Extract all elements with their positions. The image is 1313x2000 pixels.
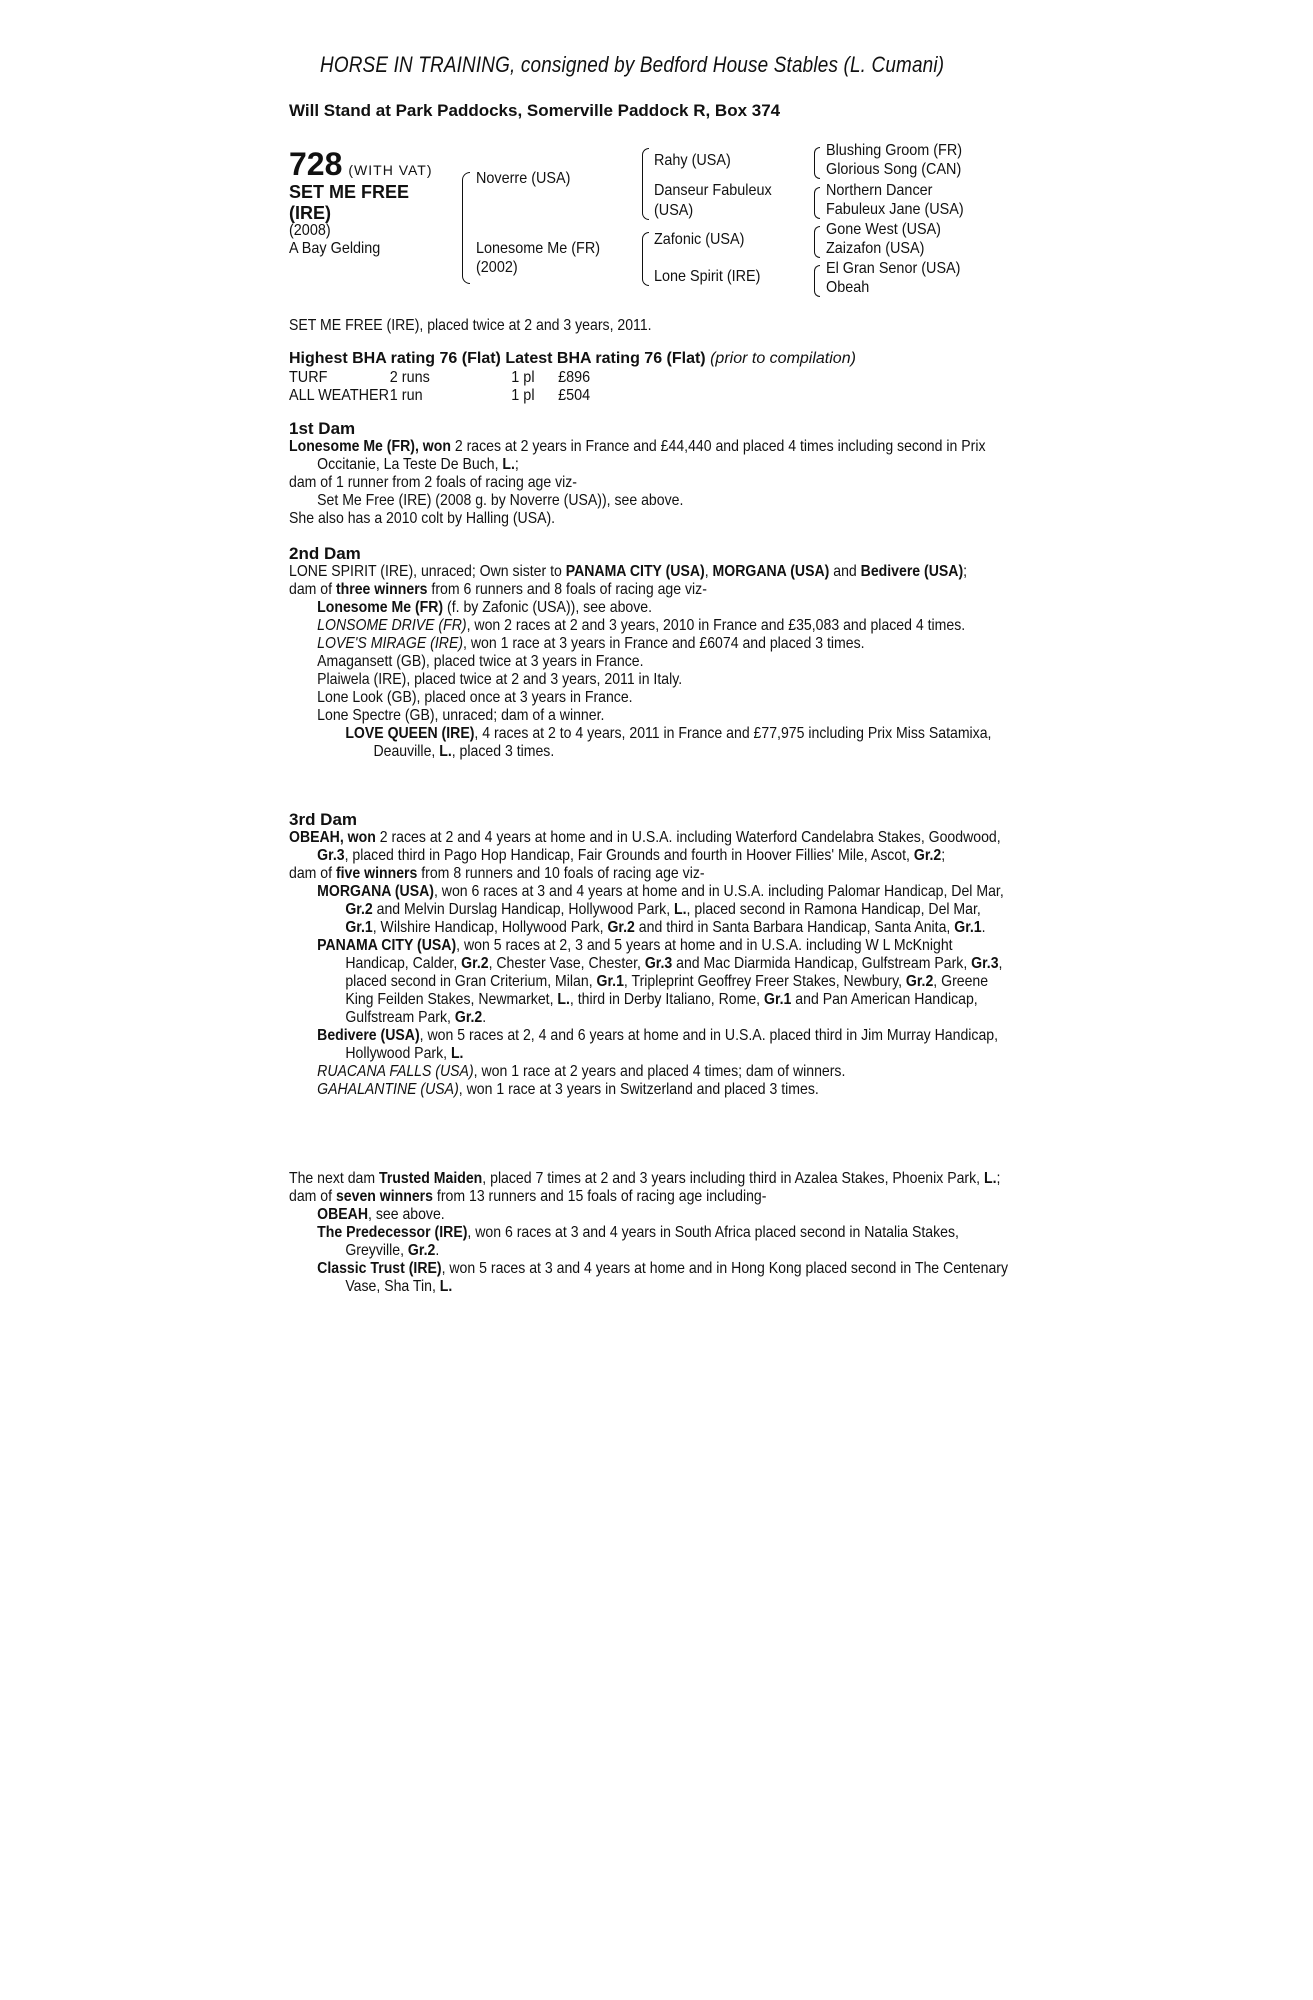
list-item: Lonesome Me (FR) (f. by Zafonic (USA)), see above. (317, 599, 653, 616)
prize-cell: £504 (558, 387, 591, 404)
prize-cell: £896 (558, 369, 591, 386)
table-row (289, 369, 590, 387)
pedigree-dam-name: Lonesome Me (FR) (476, 240, 601, 257)
pedigree-brace-main (462, 172, 470, 284)
pedigree-brace-g4 (814, 265, 820, 297)
list-item: LOVE'S MIRAGE (IRE), won 1 race at 3 years in France and £6074 and placed 3 times. (317, 635, 865, 652)
runs-cell: 2 runs (389, 369, 430, 386)
list-item: Classic Trust (IRE), won 5 races at 3 and 4 years at home and in Hong Kong placed second in The Centenary Vase, Sha Tin, L. (317, 1260, 1009, 1295)
next-dam-section (289, 1170, 1009, 1296)
list-item: MORGANA (USA), won 6 races at 3 and 4 years at home and in U.S.A. including Palomar Handicap, Del Mar, Gr.2 and Melvin Durslag Handicap, Hollywood Park, L., placed second in Ramona Handicap, Del Mar, Gr.1, Wilshire Handicap, Hollywood Park, Gr.2 and third in Santa Barbara Handicap, Santa Anita, Gr.1. (317, 883, 1004, 936)
list-item: LONSOME DRIVE (FR), won 2 races at 2 and 3 years, 2010 in France and £35,083 and placed 4 times. (317, 617, 966, 634)
rating-line (289, 350, 1089, 368)
pedigree-brace-g3 (814, 226, 820, 258)
lot-number: 728 (289, 146, 343, 182)
rating-bold: Highest BHA rating 76 (Flat) Latest BHA rating 76 (Flat) (289, 350, 706, 367)
third-dam-dam-of: dam of five winners from 8 runners and 10 foals of racing age viz- (289, 865, 705, 882)
horse-details (289, 222, 424, 258)
surface-cell: ALL WEATHER (289, 387, 390, 404)
pedigree-brace-sire (642, 148, 649, 220)
third-dam-intro: OBEAH, won 2 races at 2 and 4 years at home and in U.S.A. including Waterford Candelabra Stakes, Goodwood, Gr.3, placed third in Pago Hop Handicap, Fair Grounds and fourth in Hoover Fillies' Mile, Ascot, Gr.2; (289, 829, 1001, 864)
second-dam-intro: LONE SPIRIT (IRE), unraced; Own sister to PANAMA CITY (USA), MORGANA (USA) and Bedivere (USA); (289, 563, 968, 580)
pedigree-g6: Zaizafon (USA) (826, 240, 925, 257)
pedigree-sire-dam-line2: (USA) (654, 202, 694, 219)
pedigree-dam-sire: Zafonic (USA) (654, 231, 745, 248)
horse-description: A Bay Gelding (289, 240, 381, 257)
second-dam-section (289, 545, 1009, 761)
list-item: LOVE QUEEN (IRE), 4 races at 2 to 4 years, 2011 in France and £77,975 including Prix Miss Satamixa, Deauville, L., placed 3 times. (345, 725, 992, 760)
pedigree-g1: Blushing Groom (FR) (826, 142, 963, 159)
list-item: Amagansett (GB), placed twice at 3 years in France. (317, 653, 644, 670)
stand-location: Will Stand at Park Paddocks, Somerville Paddock R, Box 374 (289, 101, 781, 120)
horse-name-line2: (IRE) (289, 203, 331, 223)
pedigree-brace-g1 (814, 147, 820, 179)
first-dam-also: She also has a 2010 colt by Halling (USA). (289, 510, 556, 527)
first-dam-produce: Set Me Free (IRE) (2008 g. by Noverre (USA)), see above. (317, 492, 684, 509)
second-dam-heading: 2nd Dam (289, 544, 361, 563)
vat-label: (WITH VAT) (348, 162, 433, 178)
first-dam-intro: Lonesome Me (FR), won 2 races at 2 years in France and £44,440 and placed 4 times including second in Prix Occitanie, La Teste De Buch, L.; (289, 438, 986, 473)
horse-name (289, 182, 439, 224)
pedigree-dam-dam: Lone Spirit (IRE) (654, 268, 761, 285)
pedigree-g8: Obeah (826, 279, 870, 296)
lot-number-block (289, 146, 433, 183)
second-dam-dam-of: dam of three winners from 6 runners and 8 foals of racing age viz- (289, 581, 707, 598)
third-dam-heading: 3rd Dam (289, 810, 358, 829)
surface-cell: TURF (289, 369, 328, 386)
pedigree-dam-year: (2002) (476, 259, 518, 276)
race-summary: SET ME FREE (IRE), placed twice at 2 and 3 years, 2011. (289, 317, 652, 334)
list-item: GAHALANTINE (USA), won 1 race at 3 years in Switzerland and placed 3 times. (317, 1081, 819, 1098)
first-dam-heading: 1st Dam (289, 419, 356, 438)
pedigree-g3: Northern Dancer (826, 182, 933, 199)
list-item: The Predecessor (IRE), won 6 races at 3 and 4 years in South Africa placed second in Natalia Stakes, Greyville, Gr.2. (317, 1224, 959, 1259)
pedigree-sire: Noverre (USA) (476, 170, 571, 187)
next-dam-intro: The next dam Trusted Maiden, placed 7 times at 2 and 3 years including third in Azalea Stakes, Phoenix Park, L.; (289, 1170, 1001, 1187)
pedigree-sire-dam-line1: Danseur Fabuleux (654, 182, 772, 199)
horse-name-line1: SET ME FREE (289, 182, 410, 202)
pedigree-brace-g2 (814, 187, 820, 219)
table-row (289, 387, 590, 405)
pedigree-g7: El Gran Senor (USA) (826, 260, 961, 277)
pedigree-g2: Glorious Song (CAN) (826, 161, 962, 178)
pedigree-brace-dam (642, 232, 649, 286)
list-item: PANAMA CITY (USA), won 5 races at 2, 3 and 5 years at home and in U.S.A. including W L McKnight Handicap, Calder, Gr.2, Chester Vase, Chester, Gr.3 and Mac Diarmida Handicap, Gulfstream Park, Gr.3, placed second in Gran Criterium, Milan, Gr.1, Tripleprint Geoffrey Freer Stakes, Newbury, Gr.2, Greene King Feilden Stakes, Newmarket, L., third in Derby Italiano, Rome, Gr.1 and Pan American Handicap, Gulfstream Park, Gr.2. (317, 937, 1003, 1026)
first-dam-dam-of: dam of 1 runner from 2 foals of racing age viz- (289, 474, 577, 491)
list-item: Plaiwela (IRE), placed twice at 2 and 3 years, 2011 in Italy. (317, 671, 683, 688)
list-item: OBEAH, see above. (317, 1206, 445, 1223)
pedigree-sire-sire: Rahy (USA) (654, 152, 731, 169)
list-item: Lone Look (GB), placed once at 3 years in France. (317, 689, 633, 706)
placed-cell: 1 pl (511, 369, 535, 386)
rating-note: (prior to compilation) (710, 350, 856, 367)
list-item: Bedivere (USA), won 5 races at 2, 4 and 6 years at home and in U.S.A. placed third in Jim Murray Handicap, Hollywood Park, L. (317, 1027, 999, 1062)
list-item: RUACANA FALLS (USA), won 1 race at 2 years and placed 4 times; dam of winners. (317, 1063, 846, 1080)
third-dam-section (289, 811, 1009, 1099)
race-record-table (289, 369, 590, 405)
list-item: Lone Spectre (GB), unraced; dam of a winner. (317, 707, 605, 724)
page-title: HORSE IN TRAINING, consigned by Bedford House Stables (L. Cumani) (320, 52, 945, 77)
horse-year: (2008) (289, 222, 331, 239)
pedigree-g4: Fabuleux Jane (USA) (826, 201, 964, 218)
placed-cell: 1 pl (511, 387, 535, 404)
next-dam-dam-of: dam of seven winners from 13 runners and 15 foals of racing age including- (289, 1188, 767, 1205)
race-record (289, 369, 1009, 405)
pedigree-g5: Gone West (USA) (826, 221, 941, 238)
runs-cell: 1 run (389, 387, 423, 404)
first-dam-section (289, 420, 1009, 528)
